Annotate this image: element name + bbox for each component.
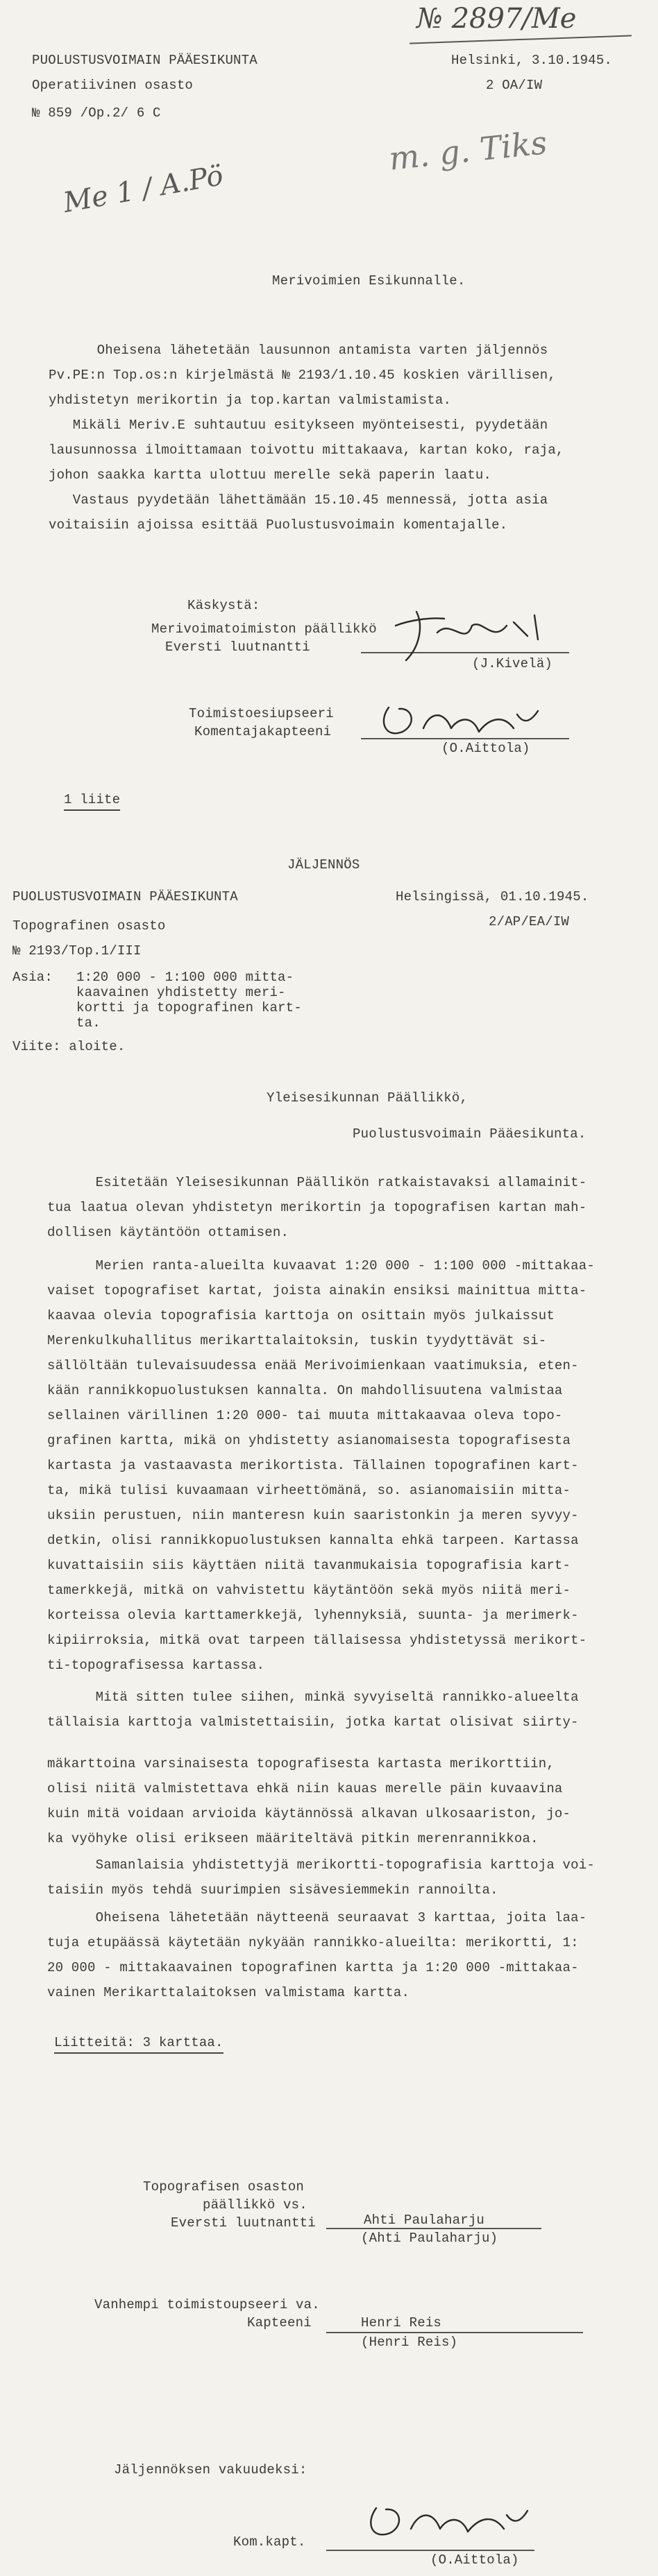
body-line: ti-topografisessa kartassa.	[47, 1658, 265, 1673]
signer1-name: (J.Kivelä)	[472, 656, 553, 671]
body-line: sellainen värillinen 1:20 000- tai muuta mittakaavaa oleva topo-	[47, 1408, 563, 1423]
handwritten-scribble: m. g. Tiks	[387, 123, 549, 178]
reference-code-2: 2/AP/EA/IW	[489, 914, 570, 929]
subject-line: kaavainen yhdistetty meri-	[76, 985, 286, 1000]
body-line: tua laatua olevan yhdistetyn merikortin ja topografisen kartan mah-	[47, 1200, 587, 1215]
signature-aittola-cert	[361, 2493, 541, 2548]
signer2-name: (O.Aittola)	[441, 741, 530, 756]
signer-topo-signature: Ahti Paulaharju	[364, 2213, 485, 2228]
certification-rank: Kom.kapt.	[233, 2534, 306, 2550]
signer-officer-title-2: Kapteeni	[247, 2315, 312, 2330]
addressee: Merivoimien Esikunnalle.	[272, 273, 466, 289]
body-line: kartasta ja vastaavasta merikortista. Tällainen topografinen kart-	[47, 1458, 579, 1473]
body-line: Mitä sitten tulee siihen, minkä syvyiseltä rannikko-alueelta	[47, 1690, 579, 1705]
certification-label: Jäljennöksen vakuudeksi:	[114, 2462, 307, 2478]
copy-heading: JÄLJENNÖS	[287, 857, 360, 873]
body-line: mäkarttoina varsinaisesta topografisesta kartasta merikorttiin,	[47, 1756, 555, 1771]
subject-label: Asia:	[12, 970, 53, 985]
place-date-2: Helsingissä, 01.10.1945.	[396, 889, 589, 904]
body-line: Pv.PE:n Top.os:n kirjelmästä № 2193/1.10.45 koskien värillisen,	[49, 368, 556, 383]
body-line: 20 000 - mittakaavainen topografinen kartta ja 1:20 000 -mittakaa-	[47, 1960, 579, 1975]
signer-topo-title-1: Topografisen osaston	[143, 2179, 305, 2195]
body-line: Merien ranta-alueilta kuvaavat 1:20 000 - 1:100 000 -mittakaa-	[47, 1258, 595, 1273]
addressee-2a: Yleisesikunnan Päällikkö,	[267, 1090, 469, 1106]
handwritten-number-underline	[410, 35, 632, 44]
subject-line: ta.	[76, 1015, 101, 1031]
body-line: tuja etupäässä käytetään nykyään rannikko-alueilta: merikortti, 1:	[47, 1935, 579, 1950]
org-name: PUOLUSTUSVOIMAIN PÄÄESIKUNTA	[32, 53, 258, 68]
signer-officer-signature: Henri Reis	[361, 2315, 442, 2330]
body-line: voitaisiin ajoissa esittää Puolustusvoimain komentajalle.	[49, 517, 508, 533]
body-line: yhdistetyn merikortin ja top.kartan valmistamista.	[49, 393, 452, 408]
reference-number: № 859 /Op.2/ 6 C	[32, 105, 161, 121]
body-line: kuin mitä voidaan arvioida käytännössä alkavan ulkosaariston, jo-	[47, 1806, 571, 1821]
signer2-title-2: Komentajakapteeni	[194, 724, 332, 739]
department-2: Topografinen osasto	[12, 918, 166, 934]
signer2-title-1: Toimistoesiupseeri	[189, 706, 334, 721]
department: Operatiivinen osasto	[32, 78, 194, 93]
signer-topo-title-3: Eversti luutnantti	[171, 2215, 316, 2231]
subject-line: kortti ja topografinen kart-	[76, 1000, 302, 1015]
body-line: kaavaa olevia topografisia karttoja on osittain myös julkaissut	[47, 1308, 555, 1323]
certification-name: (O.Aittola)	[430, 2552, 519, 2568]
body-line: vainen Merikarttalaitoksen valmistama kartta.	[47, 1985, 410, 2000]
body-line: Merenkulkuhallitus merikarttalaitoksin, tuskin tyydyttävät si-	[47, 1333, 547, 1348]
body-line: tamerkkejä, mitkä on vahvistettu käytäntöön sekä myös niitä meri-	[47, 1583, 571, 1598]
handwritten-reference: Me 1 / A.Pö	[60, 160, 226, 219]
body-line: kipiirroksia, mitkä ovat tarpeen tällaisessa yhdistetyssä merikort-	[47, 1633, 587, 1648]
reference-code: 2 OA/IW	[486, 78, 543, 93]
body-line: korteissa olevia karttamerkkejä, lyhennyksiä, suunta- ja merimerk-	[47, 1608, 579, 1623]
body-line: kuvattaisiin siis käyttäen niitä tavanmukaisia topografisia kart-	[47, 1558, 571, 1573]
body-line: Vastaus pyydetään lähettämään 15.10.45 mennessä, jotta asia	[49, 492, 548, 508]
body-line: lausunnossa ilmoittamaan toivottu mittakaava, kartan koko, raja,	[49, 443, 564, 458]
body-line: Mikäli Meriv.E suhtautuu esitykseen myönteisesti, pyydetään	[49, 418, 548, 433]
body-line: detkin, olisi rannikkopuolustuksen kannalta ehkä tarpeen. Kartassa	[47, 1533, 579, 1548]
signer-officer-name: (Henri Reis)	[361, 2335, 458, 2350]
reference-line: Viite: aloite.	[12, 1039, 126, 1054]
body-line: tällaisia karttoja valmistettaisiin, jotka kartat olisivat siirty-	[47, 1715, 579, 1730]
body-line: vaiset topografiset kartat, joista ainakin ensiksi mainittua mitta-	[47, 1283, 587, 1298]
body-line: Esitetään Yleisesikunnan Päällikön ratkaistavaksi allamainit-	[47, 1175, 587, 1190]
signature-aittola	[375, 694, 555, 749]
place-date: Helsinki, 3.10.1945.	[451, 53, 613, 68]
body-line: sällöltään tulevaisuudessa enää Merivoimienkaan vaatimuksia, eten-	[47, 1358, 579, 1373]
addressee-2b: Puolustusvoimain Pääesikunta.	[353, 1126, 587, 1142]
body-line: Samanlaisia yhdistettyjä merikortti-topografisia karttoja voi-	[47, 1857, 595, 1873]
body-line: ta, mikä tulisi kuvaamaan virheettömänä, so. asianomaisiin mitta-	[47, 1483, 571, 1498]
subject-line: 1:20 000 - 1:100 000 mitta-	[76, 970, 294, 985]
signature-kivela	[389, 605, 569, 667]
attachments-note: Liitteitä: 3 karttaa.	[54, 2034, 223, 2054]
body-line: dollisen käytäntöön ottamisen.	[47, 1225, 289, 1240]
body-line: Oheisena lähetetään lausunnon antamista varten jäljennös	[49, 343, 548, 358]
body-line: grafinen kartta, mikä on yhdistetty asianomaisesta topografisesta	[47, 1433, 571, 1448]
signer1-title-1: Merivoimatoimiston päällikkö	[151, 621, 377, 637]
body-line: uksiin perustuen, niin manteresn kuin saaristonkin ja meren syvyy-	[47, 1508, 579, 1523]
attachment-note: 1 liite	[64, 791, 120, 811]
body-line: olisi niitä valmistettava ehkä niin kauas merelle päin kuvaavina	[47, 1781, 563, 1796]
body-line: johon saakka kartta ulottuu merelle sekä paperin laatu.	[49, 467, 492, 483]
signer-officer-title-1: Vanhempi toimistoupseeri va.	[94, 2297, 320, 2312]
signer1-title-2: Eversti luutnantti	[165, 639, 310, 655]
signer-topo-title-2: päällikkö vs.	[203, 2197, 307, 2213]
body-line: Oheisena lähetetään näytteenä seuraavat 3 karttaa, joita laa-	[47, 1910, 587, 1925]
org-name-2: PUOLUSTUSVOIMAIN PÄÄESIKUNTA	[12, 889, 238, 904]
signer-topo-name: (Ahti Paulaharju)	[361, 2231, 498, 2246]
reference-number-2: № 2193/Top.1/III	[12, 943, 142, 959]
handwritten-document-number: № 2897/Me	[416, 3, 577, 35]
body-line: kään rannikkopuolustuksen kannalta. On mahdollisuutena valmistaa	[47, 1383, 563, 1398]
body-line: taisiin myös tehdä suurimpien sisävesiemmekin rannoilta.	[47, 1882, 498, 1898]
body-line: ka vyöhyke olisi erikseen määriteltävä pitkin merenrannikkoa.	[47, 1831, 539, 1846]
order-label: Käskystä:	[187, 598, 260, 613]
